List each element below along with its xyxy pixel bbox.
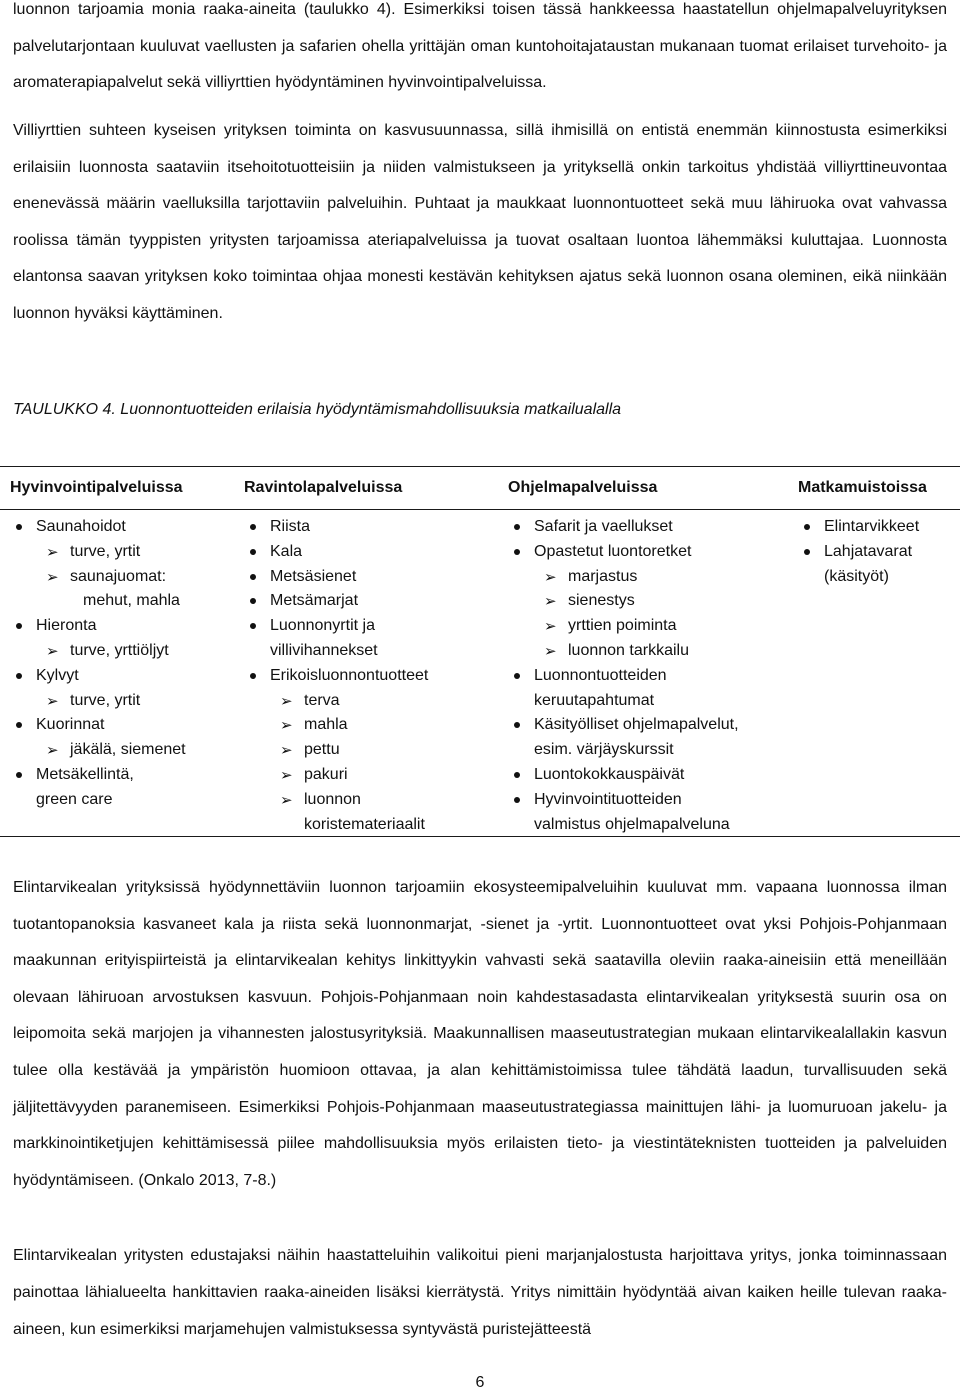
list-item: Elintarvikkeet: [798, 515, 958, 540]
list-item: Kuorinnat: [10, 713, 230, 738]
list-item: keruutapahtumat: [534, 691, 655, 709]
list-item: Kylvyt: [10, 664, 230, 689]
sub-list-item: ➢ marjastus: [508, 565, 788, 590]
sub-list-item: ➢ pakuri: [244, 763, 494, 788]
list-item: villivihannekset: [270, 641, 378, 659]
sub-list-item: ➢ mahla: [244, 713, 494, 738]
table-header-rule: [0, 509, 960, 510]
column-header: Ohjelmapalveluissa: [508, 479, 658, 496]
table-caption: TAULUKKO 4. Luonnontuotteiden erilaisia hyödyntämismahdollisuuksia matkailualalla: [13, 401, 622, 418]
sub-list-item: ➢ luonnon tarkkailu: [508, 639, 788, 664]
sub-list-item: ➢ turve, yrtit: [10, 540, 230, 565]
sub-list-item: ➢ terva: [244, 689, 494, 714]
list-item: Erikoisluonnontuotteet: [244, 664, 494, 689]
column-header: Matkamuistoissa: [798, 479, 927, 496]
list-item: Safarit ja vaellukset: [508, 515, 788, 540]
list-item: koristemateriaalit: [304, 815, 425, 833]
sub-list-item: ➢ saunajuomat:: [10, 565, 230, 590]
list-item: valmistus ohjelmapalveluna: [534, 815, 730, 833]
list-item: esim. värjäyskurssit: [534, 741, 674, 759]
list-item: Riista: [244, 515, 494, 540]
list-item: mehut, mahla: [83, 592, 180, 610]
list-item: (käsityöt): [824, 567, 889, 585]
list-item: green care: [36, 790, 113, 808]
column-items: [508, 515, 788, 837]
list-item: Lahjatavarat: [798, 540, 958, 565]
list-item: Luonnontuotteiden: [508, 664, 788, 689]
column-items: [798, 515, 958, 589]
body-paragraph-2: Villiyrttien suhteen kyseisen yrityksen toiminta on kasvusuunnassa, sillä ihmisillä on entistä enemmän kiinnostusta esimerkiksi erilaisiin luonnosta saataviin itsehoitotuotteisiin ja niiden valmistukseen ja yrityksellä onkin tarkoitus yhdistää villiyrttineuvontaa enenevässä määrin vaelluksilla tarjottaviin palveluihin. Puhtaat ja maukkaat luonnontuotteet sekä muu lähiruoka ovat vahvassa roolissa tämän tyyppisten yritysten tarjoamissa ateriapalveluissa ja tuovat osaltaan luontoa lähemmäksi kuluttajaa. Luonnosta elantonsa saavan yrityksen koko toimintaa ohjaa monesti kestävän kehityksen ajatus sekä luonnon osana oleminen, eikä niinkään luonnon hyväksi käyttäminen.: [13, 122, 947, 322]
column-header: Ravintolapalveluissa: [244, 479, 403, 496]
sub-list-item: ➢ yrttien poiminta: [508, 614, 788, 639]
list-item: Käsityölliset ohjelmapalvelut,: [508, 713, 788, 738]
sub-list-item: ➢ pettu: [244, 738, 494, 763]
list-item: Metsäsienet: [244, 565, 494, 590]
list-item: Hyvinvointituotteiden: [508, 788, 788, 813]
sub-list-item: ➢ luonnon: [244, 788, 494, 813]
list-item: Saunahoidot: [10, 515, 230, 540]
column-header: Hyvinvointipalveluissa: [10, 479, 183, 496]
list-item: Luontokokkauspäivät: [508, 763, 788, 788]
sub-list-item: ➢ jäkälä, siemenet: [10, 738, 230, 763]
body-paragraph-1: luonnon tarjoamia monia raaka-aineita (taulukko 4). Esimerkiksi toisen tässä hankkeessa haastatellun ohjelmapalveluyrityksen palvelutarjontaan kuuluvat vaellusten ja safarien ohella yrittäjän oman kuntohoitajataustan mukanaan tuomat erilaiset turvehoito- ja aromaterapiapalvelut sekä villiyrttien hyödyntäminen hyvinvointipalveluissa.: [13, 1, 947, 91]
body-paragraph-4: Elintarvikealan yritysten edustajaksi näihin haastatteluihin valikoitui pieni marjanjalostusta harjoittava yritys, jonka toiminnassaan painottaa lähialueelta hankittavien raaka-aineiden lisäksi kierrätystä. Yritys nimittäin hyödyntää aivan kaiken heille tulevan raaka-aineen, kun esimerkiksi marjamehujen valmistuksessa syntyvästä puristejätteestä: [13, 1247, 947, 1338]
sub-list-item: ➢ turve, yrttiöljyt: [10, 639, 230, 664]
page-number: 6: [475, 1374, 485, 1391]
list-item: Hieronta: [10, 614, 230, 639]
body-paragraph-3: Elintarvikealan yrityksissä hyödynnettäviin luonnon tarjoamiin ekosysteemipalveluihin kuuluvat mm. vapaana luonnossa ilman tuotantopanoksia kasvaneet kala ja riista sekä luonnonmarjat, -sienet ja -yrtit. Luonnontuotteet ovat yksi Pohjois-Pohjanmaan maakunnan erityispiirteistä ja elintarvikealan kehitys linkittyykin vahvasti sekä saatavilla oleviin raaka-aineisiin että meneillään olevaan lähiruoan arvostuksen kasvuun. Pohjois-Pohjanmaan noin kahdestasadasta elintarvikealan yrityksestä suurin osa on leipomoita sekä marjojen ja vihannesten jalostusyrityksiä. Maakunnallisen maaseutustrategian mukaan elintarvikealallakin kasvun tulee olla kestävää ja ympäristön huomioon ottavaa, ja alan kehittämistoimissa tulee tähdätä laadun, turvallisuuden sekä jäljitettävyyden paranemiseen. Esimerkiksi Pohjois-Pohjanmaan maaseutustrategiassa mainittujen lähi- ja luomuruoan jakelu- ja markkinointiketjujen kehittämisessä piilee mahdollisuuksia myös erilaisten tieto- ja viestintäteknisten tuotteiden ja palveluiden hyödyntämiseen. (Onkalo 2013, 7-8.): [13, 879, 947, 1189]
list-item: Kala: [244, 540, 494, 565]
column-items: [244, 515, 494, 837]
list-item: Luonnonyrtit ja: [244, 614, 494, 639]
list-item: Metsäkellintä,: [10, 763, 230, 788]
list-item: Opastetut luontoretket: [508, 540, 788, 565]
sub-list-item: ➢ sienestys: [508, 589, 788, 614]
table-top-rule: [0, 466, 960, 467]
list-item: Metsämarjat: [244, 589, 494, 614]
column-items: [10, 515, 230, 813]
sub-list-item: ➢ turve, yrtit: [10, 689, 230, 714]
